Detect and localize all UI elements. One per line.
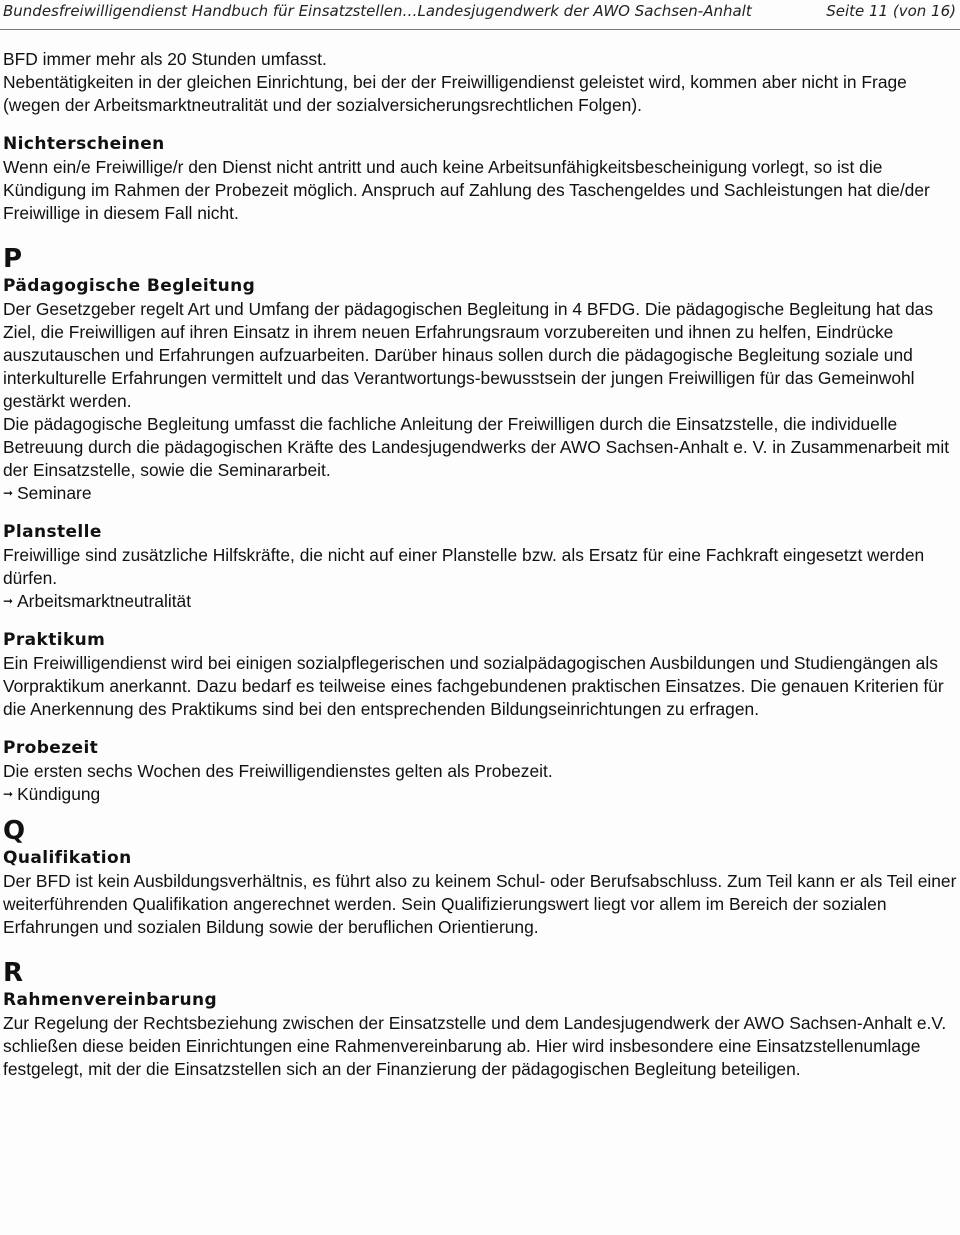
cross-reference-seminare[interactable] <box>3 482 958 505</box>
intro-paragraph: Nebentätigkeiten in der gleichen Einrichtung, bei der der Freiwilligendienst geleistet wird, kommen aber nicht in Frage (wegen der Arbeitsmarktneutralität und der sozialversicherungsrechtlichen Folgen). <box>3 72 907 115</box>
page-header <box>0 0 960 30</box>
index-letter-r: R <box>3 958 24 988</box>
section-text-planstelle: Freiwillige sind zusätzliche Hilfskräfte, die nicht auf einer Planstelle bzw. als Ersatz für eine Fachkraft eingesetzt werden dürfen. <box>3 545 925 588</box>
cross-reference-kuendigung[interactable] <box>3 783 958 806</box>
section-title-nichterscheinen: Nichterscheinen <box>3 134 165 154</box>
index-letter-p: P <box>3 244 23 274</box>
cross-reference-label: Kündigung <box>17 784 101 804</box>
section-text-paedagogische-begleitung-1: Der Gesetzgeber regelt Art und Umfang der pädagogischen Begleitung in 4 BFDG. Die pädagogische Begleitung hat das Ziel, die Freiwilligen auf ihren Einsatz in ihrem neuen Erfahrungsraum vorzubereiten und ihnen zu helfen, Eindrücke auszutauschen und Erfahrungen aufzuarbeiten. Darüber hinaus sollen durch die pädagogische Begleitung soziale und interkulturelle Erfahrungen vermittelt und das Verantwortungs-bewusstsein der jungen Freiwilligen für das Gemeinwohl gestärkt werden. <box>3 299 934 411</box>
page-body <box>3 48 958 1081</box>
section-text-praktikum: Ein Freiwilligendienst wird bei einigen sozialpflegerischen und sozialpädagogischen Ausbildungen und Studiengängen als Vorpraktikum anerkannt. Dazu bedarf es teilweise eines fachgebundenen praktischen Einsatzes. Die genauen Kriterien für die Anerkennung des Praktikums sind bei den entsprechenden Bildungseinrichtungen zu erfragen. <box>3 653 944 719</box>
section-title-paedagogische-begleitung: Pädagogische Begleitung <box>3 276 256 296</box>
section-title-praktikum: Praktikum <box>3 630 106 650</box>
section-text-qualifikation: Der BFD ist kein Ausbildungsverhältnis, es führt also zu keinem Schul- oder Berufsabschluss. Zum Teil kann er als Teil einer weiterführenden Qualifikation angerechnet werden. Sein Qualifizierungswert liegt vor allem im Bereich der sozialen Erfahrungen und sozialen Bildung sowie der beruflichen Orientierung. <box>3 871 957 937</box>
section-title-planstelle: Planstelle <box>3 522 102 542</box>
index-letter-q: Q <box>3 816 26 846</box>
section-text-nichterscheinen: Wenn ein/e Freiwillige/r den Dienst nicht antritt und auch keine Arbeitsunfähigkeitsbescheinigung vorlegt, so ist die Kündigung im Rahmen der Probezeit möglich. Anspruch auf Zahlung des Taschengeldes und Sachleistungen hat die/der Freiwillige in diesem Fall nicht. <box>3 157 930 223</box>
cross-reference-label: Arbeitsmarktneutralität <box>17 591 192 611</box>
right-arrow-icon: ➞ <box>3 787 14 801</box>
section-title-qualifikation: Qualifikation <box>3 848 132 868</box>
section-text-paedagogische-begleitung-2: Die pädagogische Begleitung umfasst die fachliche Anleitung der Freiwilligen durch die Einsatzstelle, die individuelle Betreuung durch die pädagogischen Kräfte des Landesjugendwerks der AWO Sachsen-Anhalt e. V. in Zusammenarbeit mit der Einsatzstelle, sowie die Seminararbeit. <box>3 414 950 480</box>
section-title-rahmenvereinbarung: Rahmenvereinbarung <box>3 990 218 1010</box>
header-title: Bundesfreiwilligendienst Handbuch für Einsatzstellen…Landesjugendwerk der AWO Sachsen-Anhalt <box>3 2 752 20</box>
cross-reference-arbeitsmarktneutralitaet[interactable] <box>3 590 958 613</box>
intro-line: BFD immer mehr als 20 Stunden umfasst. <box>3 49 327 69</box>
section-text-rahmenvereinbarung: Zur Regelung der Rechtsbeziehung zwischen der Einsatzstelle und dem Landesjugendwerk der AWO Sachsen-Anhalt e.V. schließen diese beiden Einrichtungen eine Rahmenvereinbarung ab. Hier wird insbesondere eine Einsatzstellenumlage festgelegt, mit der die Einsatzstellen sich an der Finanzierung der pädagogischen Begleitung beteiligen. <box>3 1013 947 1079</box>
cross-reference-label: Seminare <box>17 483 92 503</box>
section-text-probezeit: Die ersten sechs Wochen des Freiwilligendienstes gelten als Probezeit. <box>3 761 553 781</box>
right-arrow-icon: ➞ <box>3 594 14 608</box>
right-arrow-icon: ➞ <box>3 486 14 500</box>
section-title-probezeit: Probezeit <box>3 738 99 758</box>
page-number: Seite 11 (von 16) <box>826 2 956 20</box>
